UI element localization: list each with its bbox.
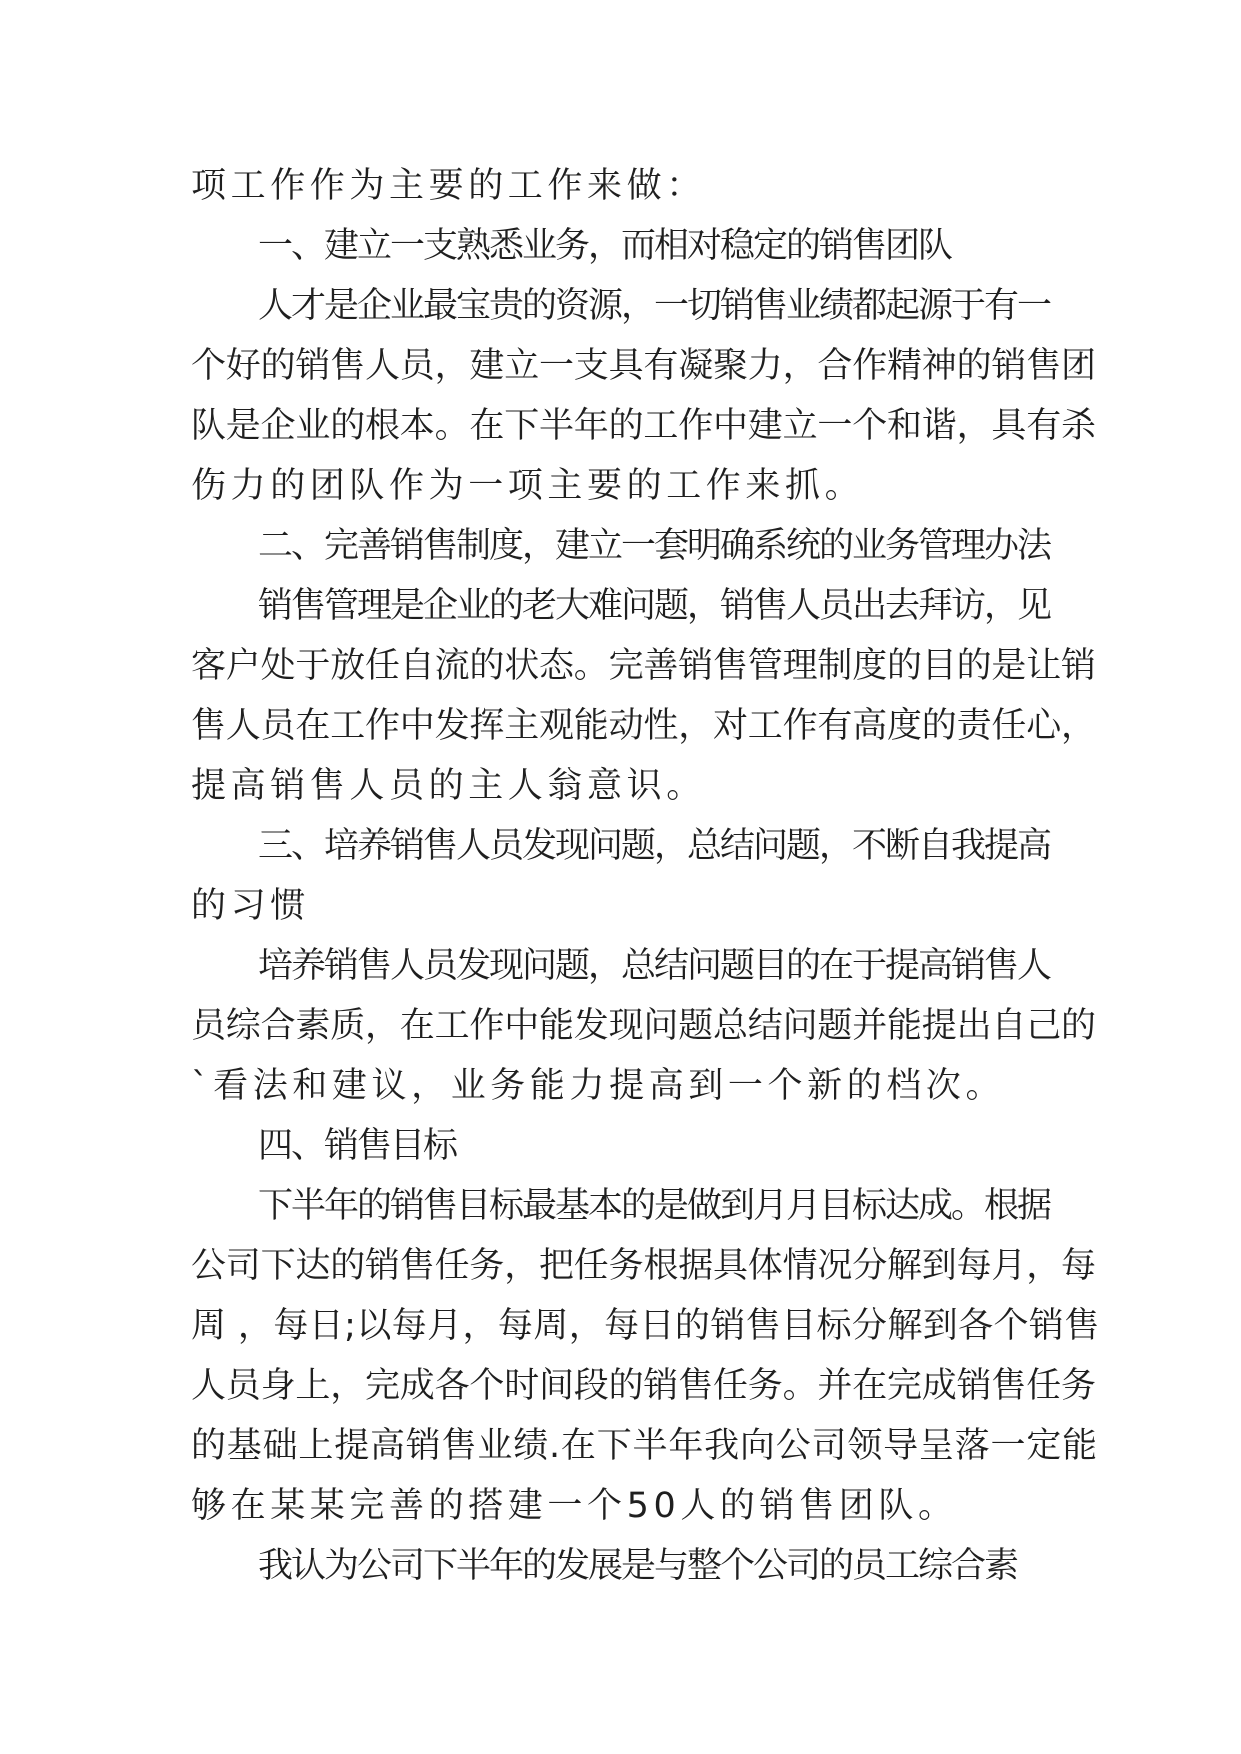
text-line: 我认为公司下半年的发展是与整个公司的员工综合素 [258,1546,1018,1586]
text-line: 的基础上提高销售业绩.在下半年我向公司领导呈落一定能 [191,1426,1098,1466]
text-line: 队是企业的根本。在下半年的工作中建立一个和谐，具有杀 [191,406,1096,446]
section-heading-3: 三、培养销售人员发现问题，总结问题，不断自我提高 [258,826,1051,866]
text-line: 员综合素质，在工作中能发现问题总结问题并能提出自己的 [191,1006,1096,1046]
text-line: 销售管理是企业的老大难问题，销售人员出去拜访，见 [258,586,1051,626]
text-line: 人员身上，完成各个时间段的销售任务。并在完成销售任务 [191,1366,1096,1406]
section-heading-2: 二、完善销售制度，建立一套明确系统的业务管理办法 [258,526,1051,566]
text-line: 周 ，每日;以每月，每周，每日的销售目标分解到各个销售 [191,1306,1100,1346]
text-line: 客户处于放任自流的状态。完善销售管理制度的目的是让销 [191,646,1096,686]
text-line: 售人员在工作中发挥主观能动性，对工作有高度的责任心， [191,706,1096,746]
text-line: 培养销售人员发现问题，总结问题目的在于提高销售人 [258,946,1051,986]
section-heading-4: 四、销售目标 [258,1126,457,1166]
text-line: 提高销售人员的主人翁意识。 [191,766,706,806]
text-line: 人才是企业最宝贵的资源，一切销售业绩都起源于有一 [258,286,1051,326]
text-line: 下半年的销售目标最基本的是做到月月目标达成。根据 [258,1186,1051,1226]
text-line: 伤力的团队作为一项主要的工作来抓。 [191,466,865,506]
text-line: 够在某某完善的搭建一个50人的销售团队。 [191,1486,958,1526]
text-line: 项工作作为主要的工作来做： [191,166,706,206]
text-line: 公司下达的销售任务，把任务根据具体情况分解到每月，每 [191,1246,1096,1286]
section-heading-3-continued: 的习惯 [191,886,310,926]
section-heading-1: 一、建立一支熟悉业务，而相对稳定的销售团队 [258,226,952,266]
text-line: 个好的销售人员，建立一支具有凝聚力，合作精神的销售团 [191,346,1096,386]
text-line: `看法和建议，业务能力提高到一个新的档次。 [191,1066,1006,1106]
